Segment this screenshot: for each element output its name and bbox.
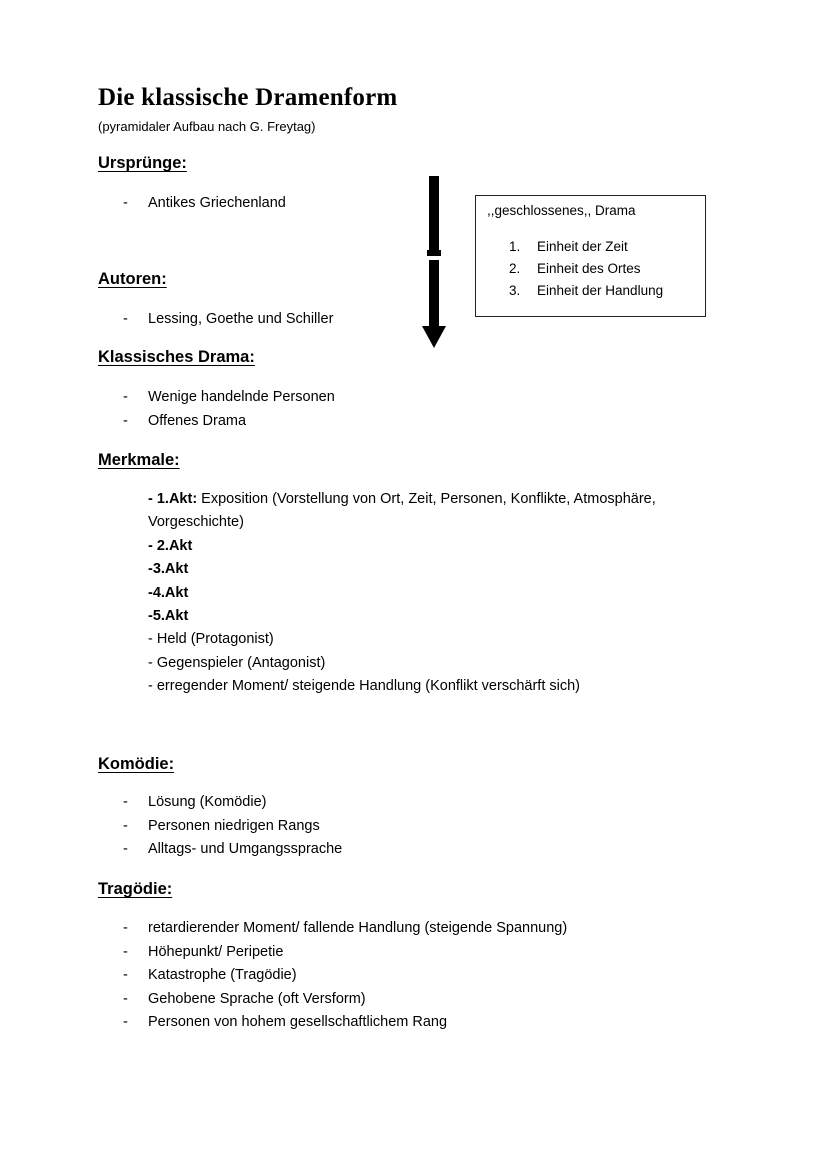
held-line: - Held (Protagonist)	[148, 631, 274, 648]
heading-urspruenge: Ursprünge:	[98, 154, 187, 172]
heading-autoren: Autoren:	[98, 270, 167, 288]
akt1-continuation: Vorgeschichte)	[148, 514, 244, 531]
down-arrow-icon	[420, 176, 448, 352]
erregender-moment-line: - erregender Moment/ steigende Handlung (Konflikt verschärft sich)	[148, 678, 580, 695]
heading-klassisches-drama: Klassisches Drama:	[98, 348, 255, 366]
heading-tragoedie: Tragödie:	[98, 880, 173, 898]
box-title: ,,geschlossenes,, Drama	[487, 203, 636, 218]
document-title: Die klassische Dramenform	[98, 84, 398, 111]
list-item: 1. Einheit der Zeit	[509, 239, 628, 254]
akt1-label: - 1.Akt:	[148, 491, 198, 507]
geschlossenes-drama-box	[475, 195, 706, 317]
akt5-label: -5.Akt	[148, 608, 189, 625]
akt4-label: -4.Akt	[148, 584, 189, 601]
akt1-text: Exposition (Vorstellung von Ort, Zeit, Personen, Konflikte, Atmosphäre,	[197, 491, 656, 507]
heading-merkmale: Merkmale:	[98, 451, 180, 469]
merkmale-block	[148, 488, 728, 699]
list-item: 2. Einheit des Ortes	[509, 261, 641, 276]
akt3-label: -3.Akt	[148, 561, 189, 578]
gegenspieler-line: - Gegenspieler (Antagonist)	[148, 654, 326, 671]
box-list	[509, 236, 663, 302]
document-subtitle: (pyramidaler Aufbau nach G. Freytag)	[98, 119, 316, 134]
heading-komoedie: Komödie:	[98, 755, 175, 773]
list-item: 3. Einheit der Handlung	[509, 283, 664, 298]
akt2-label: - 2.Akt	[148, 537, 193, 554]
akt1-line	[148, 488, 728, 511]
